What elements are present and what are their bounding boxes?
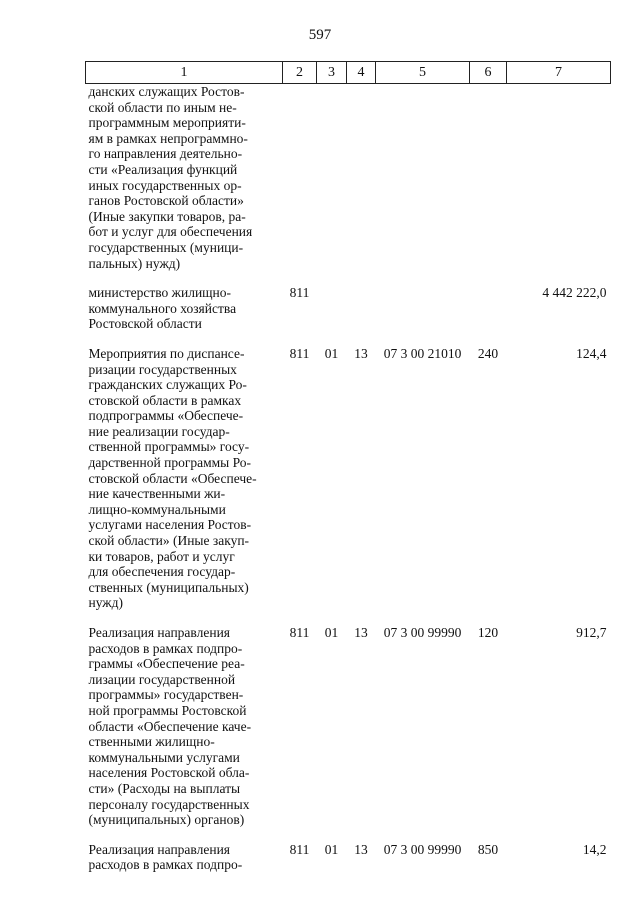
header-col-3: 3 xyxy=(317,62,347,84)
description-line: (муниципальных) органов) xyxy=(88,812,245,828)
expense-type-code: 850 xyxy=(477,841,499,857)
amount: 4 442 222,0 xyxy=(542,285,607,301)
expense-type-code: 120 xyxy=(477,625,499,640)
ministry-code: 811 xyxy=(289,345,310,361)
description-line: расходов в рамках подпро- xyxy=(88,857,243,873)
description-line: ственной программы» госу- xyxy=(88,439,250,455)
header-col-7: 7 xyxy=(507,62,611,84)
amount: 14,2 xyxy=(582,841,607,857)
header-col-1: 1 xyxy=(86,62,283,84)
amount: 912,7 xyxy=(576,625,607,640)
table-row xyxy=(86,346,611,625)
target-article-code: 07 3 00 99990 xyxy=(383,625,462,640)
target-article-code: 07 3 00 99990 xyxy=(383,841,462,857)
description-line: бот и услуг для обеспечения xyxy=(88,224,253,240)
row-description xyxy=(86,346,283,625)
section-code xyxy=(317,285,347,346)
description-line: государственных (муници- xyxy=(88,239,244,255)
description-line: Ростовской области xyxy=(88,316,202,332)
subsection-code xyxy=(347,84,376,286)
amount xyxy=(507,84,611,286)
description-line: ям в рамках непрограммно- xyxy=(88,130,248,146)
budget-table xyxy=(85,61,611,887)
row-description xyxy=(86,285,283,346)
description-line: программы» государствен- xyxy=(88,687,244,703)
table-header xyxy=(86,62,611,84)
description-line: подпрограммы «Обеспече- xyxy=(88,408,244,424)
description-line: для обеспечения государ- xyxy=(88,564,236,580)
description-line: ственными жилищно- xyxy=(88,734,215,750)
target-article-code xyxy=(376,285,470,346)
description-line: министерство жилищно- xyxy=(88,285,232,301)
description-line: ганов Ростовской области» xyxy=(88,193,244,209)
table-row xyxy=(86,842,611,887)
subsection-code: 13 xyxy=(354,625,368,640)
table-row xyxy=(86,285,611,346)
description-line: пальных) нужд) xyxy=(88,255,181,271)
description-line: Реализация направления xyxy=(88,841,231,857)
description-line: услугами населения Ростов- xyxy=(88,517,252,533)
ministry-code: 811 xyxy=(289,625,310,640)
target-article-code xyxy=(376,84,470,286)
description-line: стовской области в рамках xyxy=(88,392,242,408)
subsection-code: 13 xyxy=(354,345,368,361)
header-col-4: 4 xyxy=(347,62,376,84)
description-line: ской области по иным не- xyxy=(88,99,237,115)
target-article-code: 07 3 00 21010 xyxy=(383,345,462,361)
subsection-code: 13 xyxy=(354,841,368,857)
description-line: ственных (муниципальных) xyxy=(88,579,249,595)
description-line: иных государственных ор- xyxy=(88,177,242,193)
description-line: населения Ростовской обла- xyxy=(88,765,250,781)
subsection-code xyxy=(347,285,376,346)
header-col-6: 6 xyxy=(470,62,507,84)
expense-type-code xyxy=(470,285,507,346)
table-row xyxy=(86,625,611,842)
description-line: ки товаров, работ и услуг xyxy=(88,548,235,564)
description-line: ние качественными жи- xyxy=(88,486,226,502)
amount: 124,4 xyxy=(576,345,607,361)
description-line: ризации государственных xyxy=(88,361,237,377)
row-description xyxy=(86,84,283,286)
description-line: Мероприятия по диспансе- xyxy=(88,345,245,361)
page-number: 597 xyxy=(308,27,332,43)
section-code xyxy=(317,84,347,286)
description-line: коммунальными услугами xyxy=(88,749,240,765)
expense-type-code: 240 xyxy=(477,345,499,361)
table-body xyxy=(86,84,611,887)
description-line: ской области» (Иные закуп- xyxy=(88,533,250,549)
description-line: ние реализации государ- xyxy=(88,423,230,439)
description-line: стовской области «Обеспече- xyxy=(88,470,257,486)
ministry-code: 811 xyxy=(289,285,310,301)
description-line: программным мероприяти- xyxy=(88,115,246,131)
description-line: области «Обеспечение каче- xyxy=(88,718,252,734)
description-line: граммы «Обеспечение реа- xyxy=(88,656,245,672)
ministry-code: 811 xyxy=(289,841,310,857)
section-code: 01 xyxy=(324,345,339,361)
section-code: 01 xyxy=(324,841,339,857)
description-line: дарственной программы Ро- xyxy=(88,455,252,471)
description-line: коммунального хозяйства xyxy=(88,300,237,316)
description-line: нужд) xyxy=(88,595,123,611)
header-row xyxy=(86,62,611,84)
header-col-2: 2 xyxy=(283,62,317,84)
description-line: Реализация направления xyxy=(88,625,231,640)
description-line: лищно-коммунальными xyxy=(88,501,226,517)
ministry-code xyxy=(283,84,317,286)
row-description xyxy=(86,842,283,887)
description-line: расходов в рамках подпро- xyxy=(88,640,243,656)
header-col-5: 5 xyxy=(376,62,470,84)
description-line: лизации государственной xyxy=(88,671,236,687)
table-row xyxy=(86,84,611,286)
description-line: (Иные закупки товаров, ра- xyxy=(88,208,246,224)
row-description xyxy=(86,625,283,842)
expense-type-code xyxy=(470,84,507,286)
description-line: персоналу государственных xyxy=(88,796,250,812)
description-line: сти «Реализация функций xyxy=(88,161,238,177)
description-line: сти» (Расходы на выплаты xyxy=(88,780,241,796)
description-line: ной программы Ростовской xyxy=(88,702,247,718)
description-line: го направления деятельно- xyxy=(88,146,243,162)
description-line: гражданских служащих Ро- xyxy=(88,377,247,393)
section-code: 01 xyxy=(324,625,339,640)
description-line: данских служащих Ростов- xyxy=(88,84,245,99)
